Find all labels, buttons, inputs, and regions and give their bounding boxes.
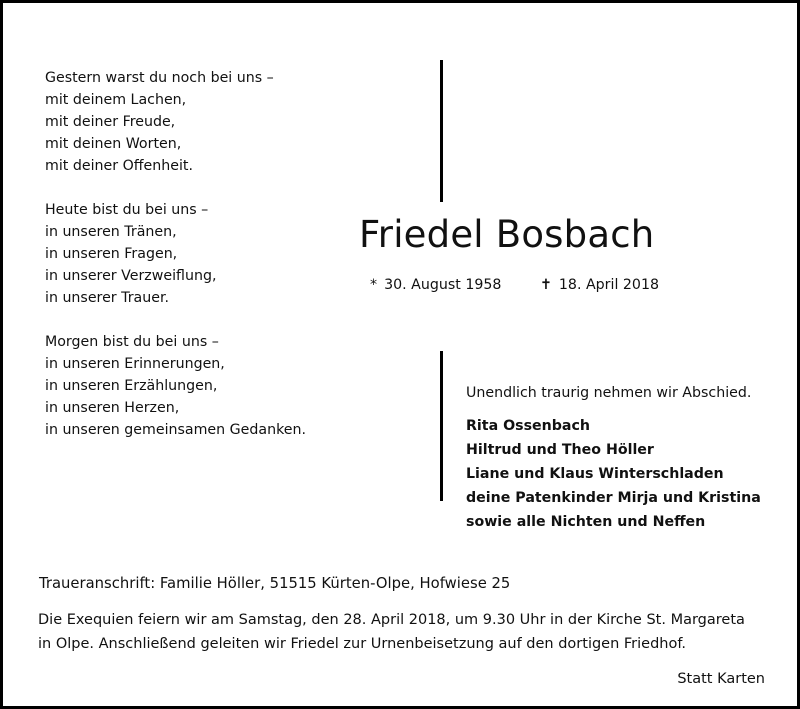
farewell-line: Unendlich traurig nehmen wir Abschied. (466, 385, 752, 401)
poem-line: mit deiner Offenheit. (45, 158, 193, 174)
poem-line: in unseren Erzählungen, (45, 378, 218, 394)
poem (45, 67, 345, 463)
service-info-line: Die Exequien feiern wir am Samstag, den 28. April 2018, um 9.30 Uhr in der Kirche St. Margareta (38, 612, 745, 628)
poem-line: in unseren Erinnerungen, (45, 356, 225, 372)
poem-line: in unseren Tränen, (45, 224, 177, 240)
poem-line: Morgen bist du bei uns – (45, 334, 219, 350)
poem-line: Heute bist du bei uns – (45, 202, 209, 218)
mourner-name: deine Patenkinder Mirja und Kristina (466, 490, 761, 506)
poem-line: in unserer Verzweiflung, (45, 268, 217, 284)
poem-line: in unserer Trauer. (45, 290, 170, 306)
poem-line: in unseren Fragen, (45, 246, 178, 262)
mourner-name: Rita Ossenbach (466, 418, 590, 434)
birth-date-line (370, 275, 501, 295)
poem-stanza-2 (45, 199, 345, 309)
mourning-address: Traueranschrift: Familie Höller, 51515 Kürten-Olpe, Hofwiese 25 (39, 575, 511, 592)
poem-line: in unseren Herzen, (45, 400, 180, 416)
poem-line: mit deinen Worten, (45, 136, 182, 152)
poem-stanza-3 (45, 331, 345, 441)
mourner-names (466, 414, 761, 534)
birth-star-icon: * (370, 277, 378, 293)
poem-line: mit deiner Freude, (45, 114, 176, 130)
death-date: 18. April 2018 (558, 277, 660, 293)
poem-line: in unseren gemeinsamen Gedanken. (45, 422, 307, 438)
mourner-name: Liane und Klaus Winterschladen (466, 466, 724, 482)
mourner-name: Hiltrud und Theo Höller (466, 442, 654, 458)
poem-stanza-1 (45, 67, 345, 177)
divider-line-bottom (440, 351, 443, 501)
mourners-block (466, 381, 761, 534)
divider-line-top (440, 60, 443, 202)
poem-line: mit deinem Lachen, (45, 92, 187, 108)
poem-line: Gestern warst du noch bei uns – (45, 70, 274, 86)
statt-karten: Statt Karten (677, 671, 765, 687)
service-info-line: in Olpe. Anschließend geleiten wir Friedel zur Urnenbeisetzung auf den dortigen Friedhof. (38, 636, 687, 652)
cross-icon: ✝ (540, 277, 552, 293)
mourner-name: sowie alle Nichten und Neffen (466, 514, 706, 530)
service-info (38, 608, 778, 656)
deceased-name: Friedel Bosbach (359, 213, 655, 256)
birth-date: 30. August 1958 (384, 277, 502, 293)
death-date-line (540, 275, 659, 295)
